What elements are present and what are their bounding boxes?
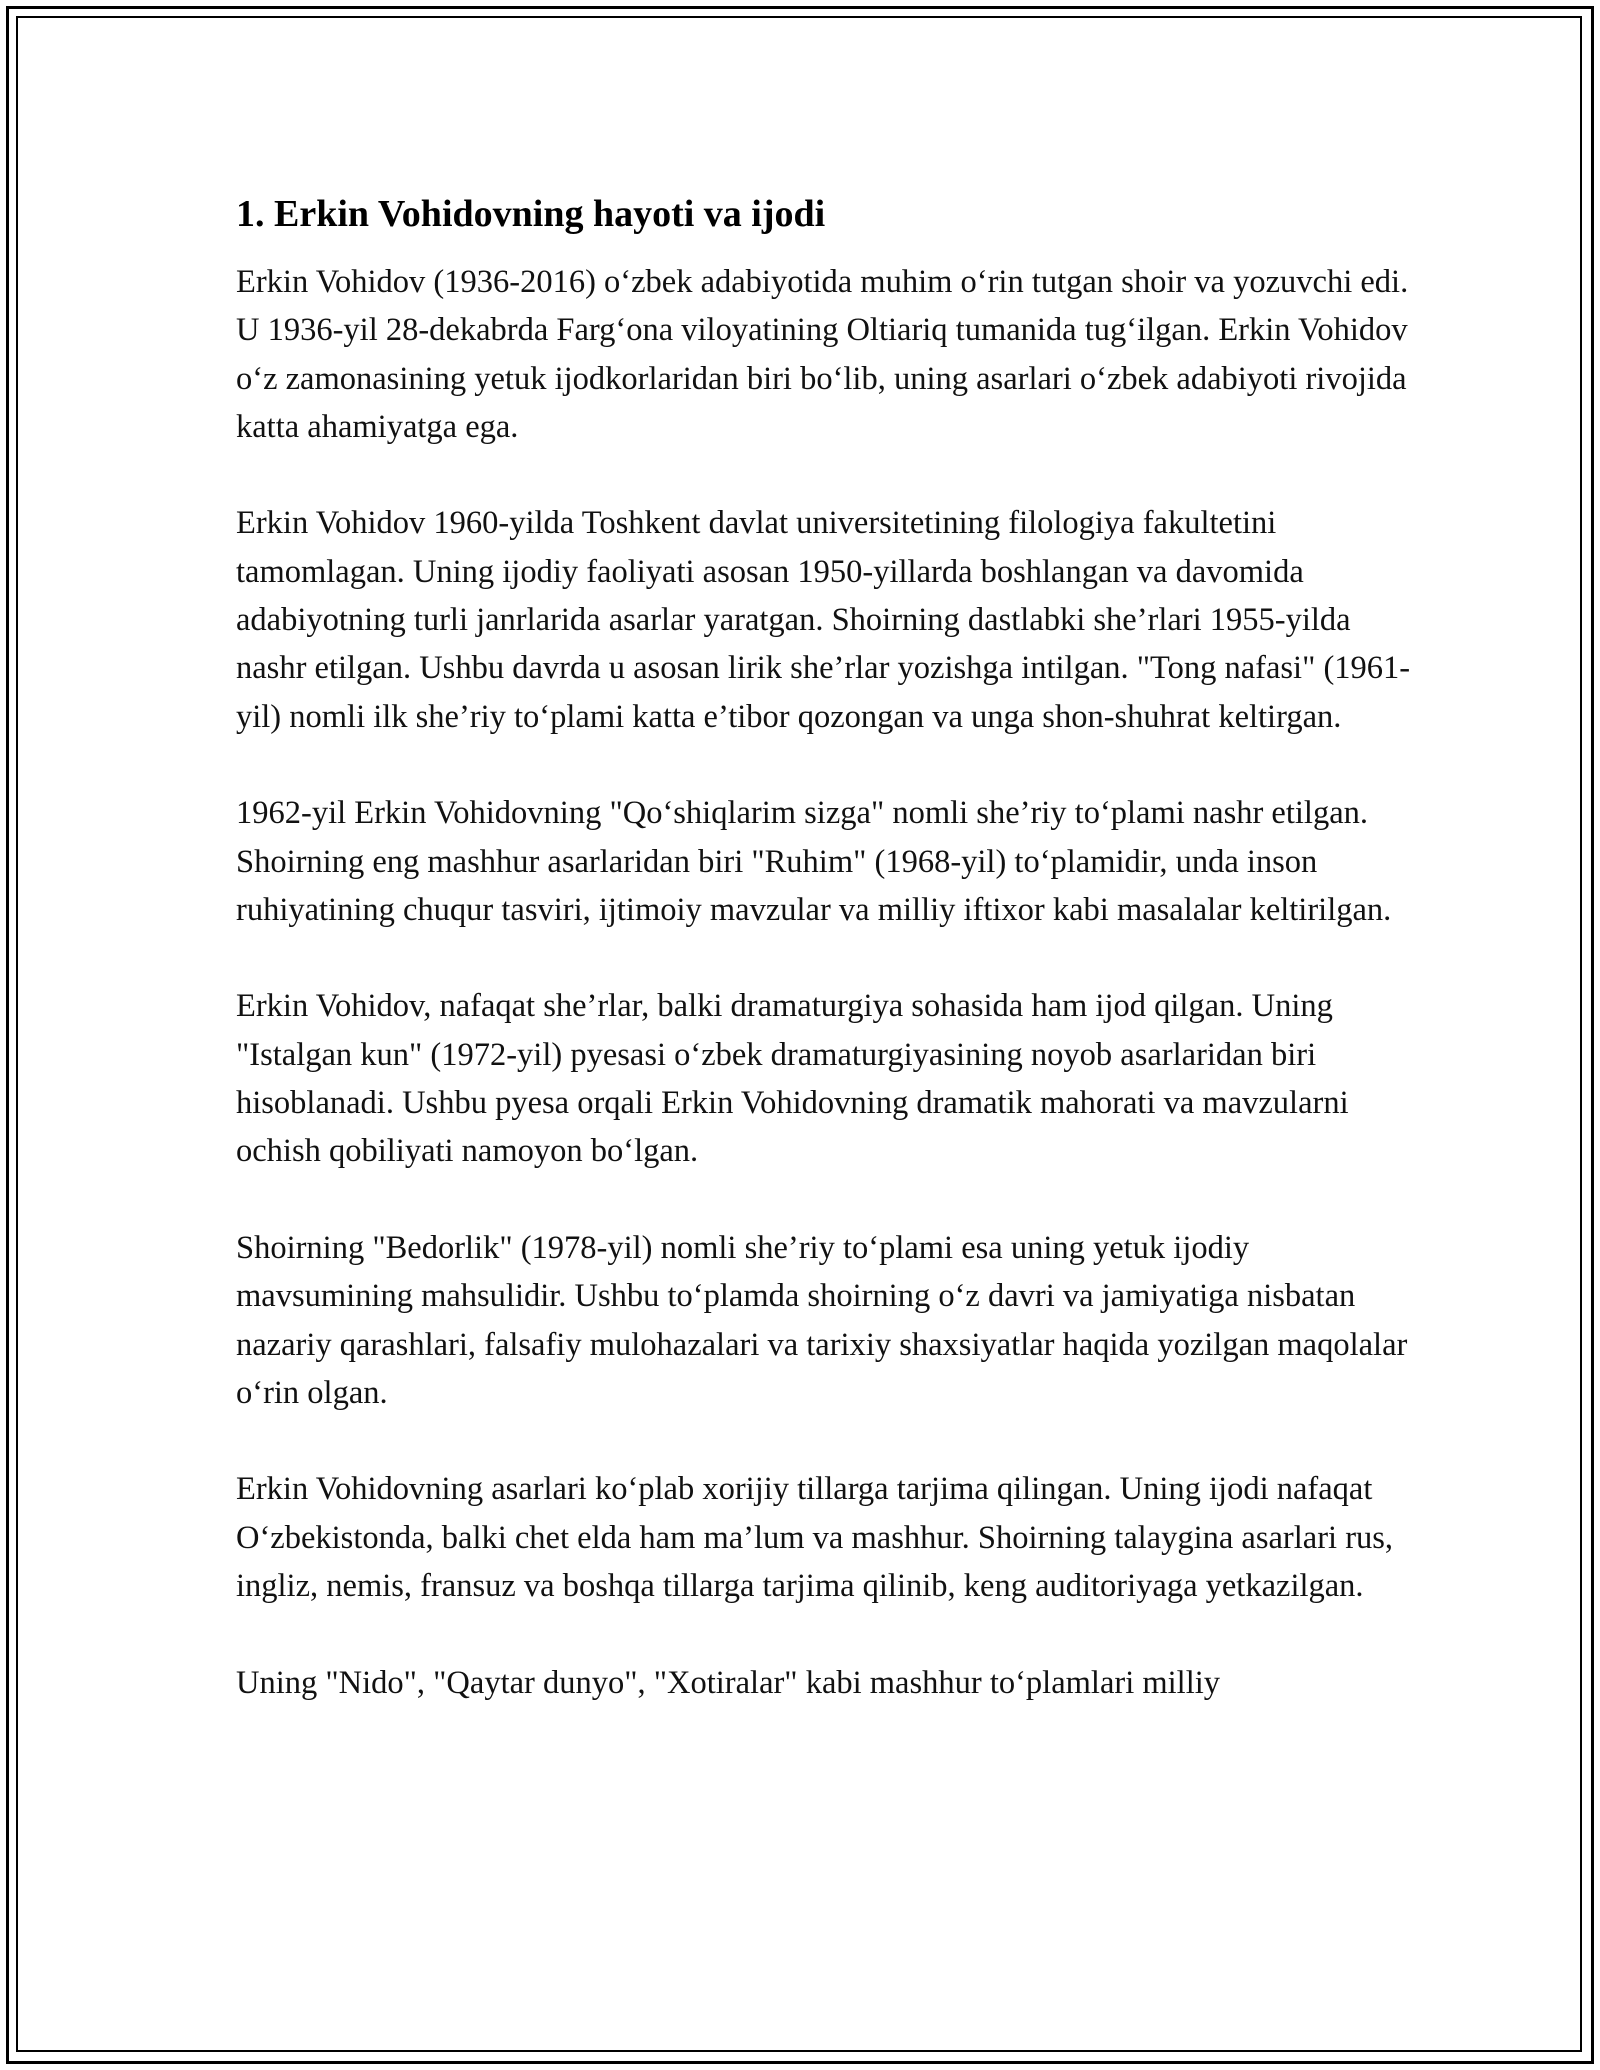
paragraph-4: Erkin Vohidov, nafaqat she’rlar, balki dramaturgiya sohasida ham ijod qilgan. Uning "Istalgan kun" (1972-yil) pyesasi o‘zbek dramaturgiyasining noyob asarlaridan biri hisoblanadi. Ushbu pyesa orqali Erkin Vohidovning dramatik mahorati va mavzularni ochish qobiliyati namoyon bo‘lgan. [236,988,1349,1170]
paragraph-7: Uning "Nido", "Qaytar dunyo", "Xotiralar" kabi mashhur to‘plamlari milliy [236,1664,1220,1701]
paragraph-2: Erkin Vohidov 1960-yilda Toshkent davlat universitetining filologiya fakultetini tamomlagan. Uning ijodiy faoliyati asosan 1950-yillarda boshlangan va davomida adabiyotning turli janrlarida asarlar yaratgan. Shoirning dastlabki she’rlari 1955-yilda nashr etilgan. Ushbu davrda u asosan lirik she’rlar yozishga intilgan. "Tong nafasi" (1961-yil) nomli ilk she’riy to‘plami katta e’tibor qozongan va unga shon-shuhrat keltirgan. [236,505,1411,735]
paragraph-3: 1962-yil Erkin Vohidovning "Qo‘shiqlarim sizga" nomli she’riy to‘plami nashr etilgan. Shoirning eng mashhur asarlaridan biri "Ruhim" (1968-yil) to‘plamidir, unda inson ruhiyatining chuqur tasviri, ijtimoiy mavzular va milliy iftixor kabi masalalar keltirilgan. [236,795,1392,928]
paragraph-1: Erkin Vohidov (1936-2016) o‘zbek adabiyotida muhim o‘rin tutgan shoir va yozuvchi edi. U 1936-yil 28-dekabrda Farg‘ona viloyatining Oltiariq tumanida tug‘ilgan. Erkin Vohidov o‘z zamonasining yetuk ijodkorlaridan biri bo‘lib, uning asarlari o‘zbek adabiyoti rivojida katta ahamiyatga ega. [236,264,1409,445]
paragraph-5: Shoirning "Bedorlik" (1978-yil) nomli she’riy to‘plami esa uning yetuk ijodiy mavsumining mahsulidir. Ushbu to‘plamda shoirning o‘z davri va jamiyatiga nisbatan nazariy qarashlari, falsafiy mulohazalari va tarixiy shaxsiyatlar haqida yozilgan maqolalar o‘rin olgan. [236,1229,1408,1411]
paragraph-6: Erkin Vohidovning asarlari ko‘plab xorijiy tillarga tarjima qilingan. Uning ijodi nafaqat O‘zbekistonda, balki chet elda ham ma’lum va mashhur. Shoirning talaygina asarlari rus, ingliz, nemis, fransuz va boshqa tillarga tarjima qilinib, keng auditoriyaga yetkazilgan. [236,1471,1394,1605]
document-body [236,186,1416,1755]
section-heading: 1. Erkin Vohidovning hayoti va ijodi [236,193,826,235]
